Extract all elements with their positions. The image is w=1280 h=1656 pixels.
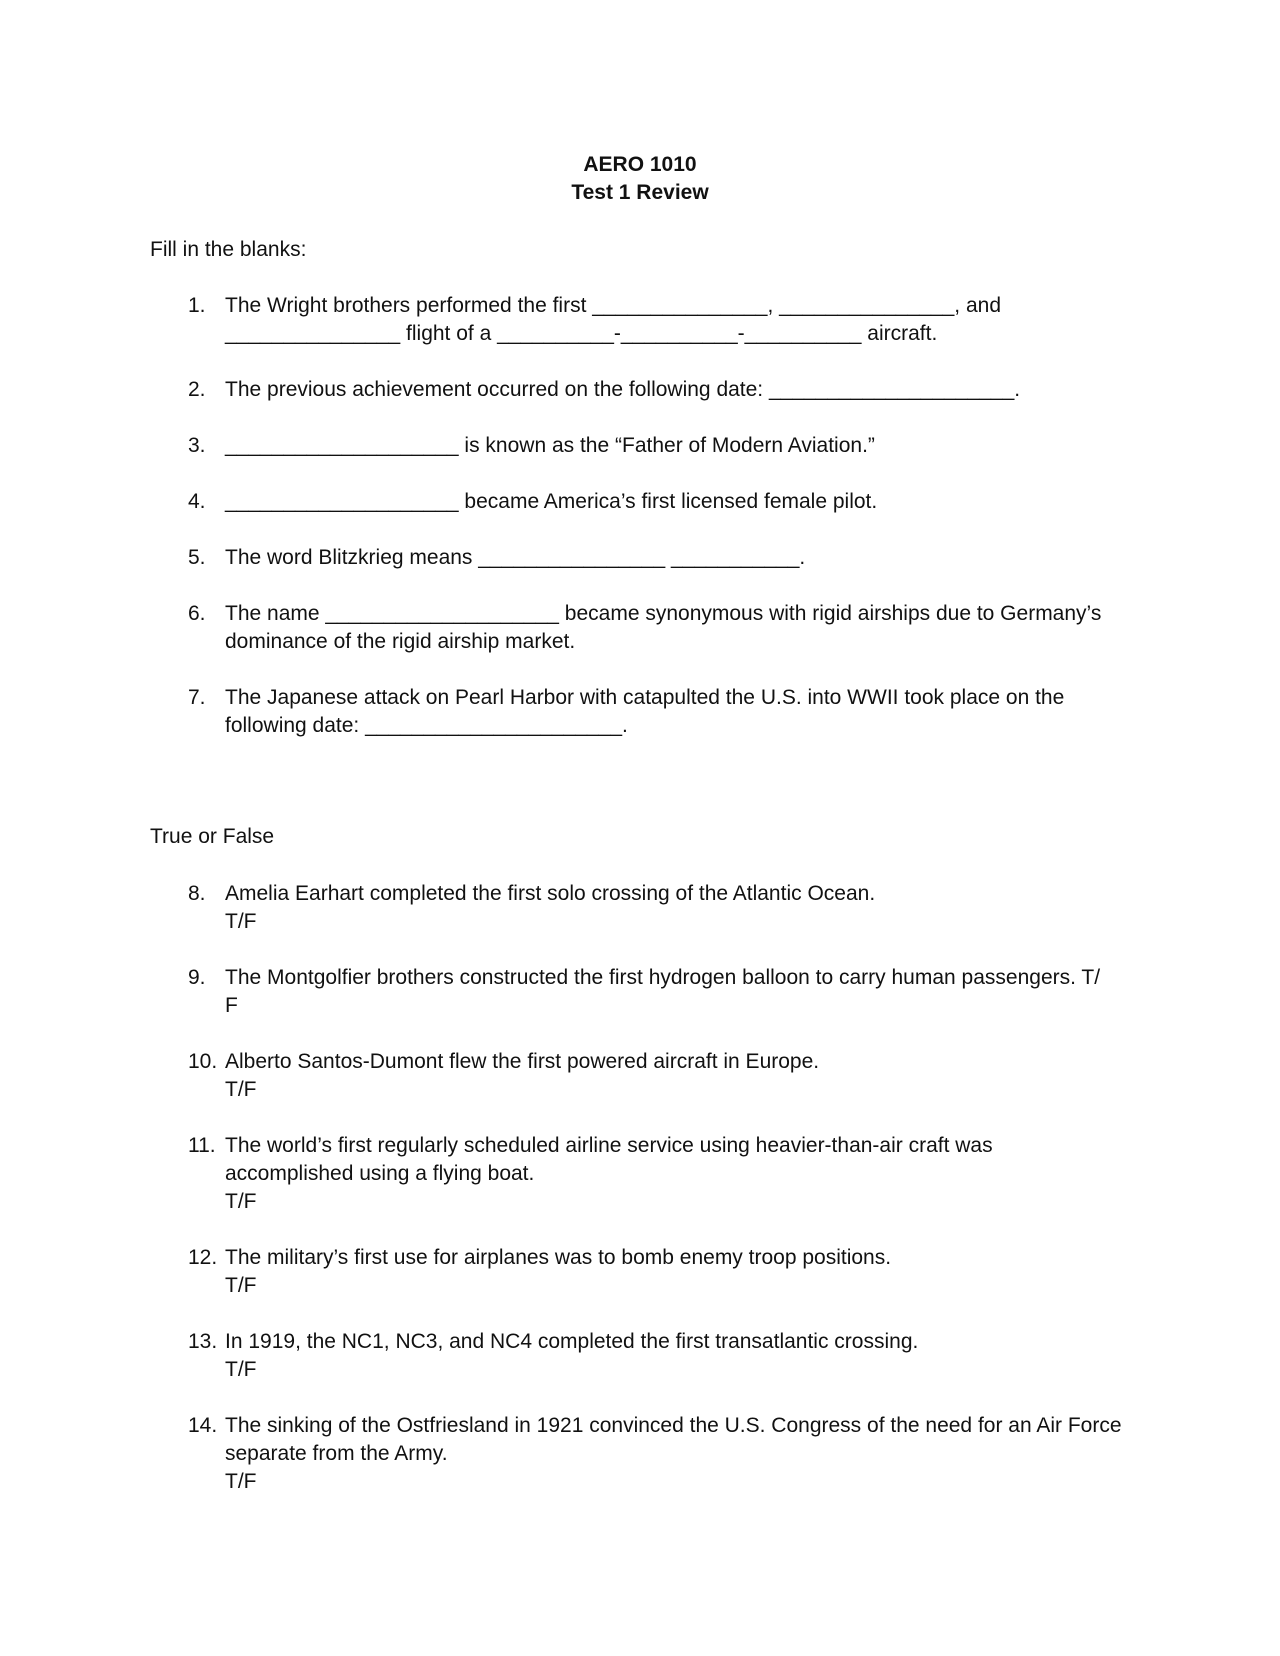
answer-choice: T/F: [225, 1358, 257, 1381]
question-text: Alberto Santos-Dumont flew the first powered aircraft in Europe.: [225, 1050, 820, 1073]
question-text: The military’s first use for airplanes was to bomb enemy troop positions.: [225, 1246, 892, 1269]
question-13: [188, 1328, 1128, 1384]
question-2: [188, 376, 1128, 404]
question-7: [188, 684, 1128, 740]
question-text: The Japanese attack on Pearl Harbor with catapulted the U.S. into WWII took place on the: [225, 686, 1065, 709]
question-number: 9.: [188, 966, 206, 989]
answer-choice: F: [225, 994, 238, 1017]
question-text: accomplished using a flying boat.: [225, 1162, 535, 1185]
question-9: [188, 964, 1128, 1020]
course-title: AERO 1010: [583, 153, 697, 176]
question-number: 1.: [188, 294, 206, 317]
question-text: _______________ flight of a __________-__________-__________ aircraft.: [225, 322, 938, 345]
question-text: ____________________ is known as the “Father of Modern Aviation.”: [225, 434, 875, 457]
question-3: [188, 432, 1128, 460]
question-text: The world’s first regularly scheduled airline service using heavier-than-air craft was: [225, 1134, 993, 1157]
question-text: The Wright brothers performed the first _______________, _______________, and: [225, 294, 1002, 317]
question-text: separate from the Army.: [225, 1442, 448, 1465]
question-1: [188, 292, 1128, 348]
answer-choice: T/F: [225, 910, 257, 933]
answer-choice: T/F: [225, 1274, 257, 1297]
question-text: The sinking of the Ostfriesland in 1921 convinced the U.S. Congress of the need for an Air Force: [225, 1414, 1122, 1437]
question-number: 8.: [188, 882, 206, 905]
question-number: 10.: [188, 1050, 218, 1073]
question-text: Amelia Earhart completed the first solo crossing of the Atlantic Ocean.: [225, 882, 876, 905]
question-text: In 1919, the NC1, NC3, and NC4 completed the first transatlantic crossing.: [225, 1330, 919, 1353]
question-6: [188, 600, 1128, 656]
question-number: 5.: [188, 546, 206, 569]
question-text: The Montgolfier brothers constructed the first hydrogen balloon to carry human passengers. T/: [225, 966, 1101, 989]
question-5: [188, 544, 1128, 572]
document-subtitle: Test 1 Review: [571, 181, 709, 204]
question-12: [188, 1244, 1128, 1300]
question-14: [188, 1412, 1128, 1496]
question-number: 4.: [188, 490, 206, 513]
question-text: The name ____________________ became synonymous with rigid airships due to Germany’s: [225, 602, 1102, 625]
true-false-section-label: True or False: [150, 825, 275, 848]
answer-choice: T/F: [225, 1078, 257, 1101]
question-4: [188, 488, 1128, 516]
question-number: 3.: [188, 434, 206, 457]
question-text: dominance of the rigid airship market.: [225, 630, 576, 653]
question-number: 2.: [188, 378, 206, 401]
fill-in-section-label: Fill in the blanks:: [150, 238, 307, 261]
answer-choice: T/F: [225, 1470, 257, 1493]
question-number: 12.: [188, 1246, 218, 1269]
question-number: 14.: [188, 1414, 218, 1437]
question-text: The previous achievement occurred on the following date: _____________________.: [225, 378, 1021, 401]
question-number: 6.: [188, 602, 206, 625]
answer-choice: T/F: [225, 1190, 257, 1213]
question-text: The word Blitzkrieg means ________________ ___________.: [225, 546, 806, 569]
question-11: [188, 1132, 1128, 1216]
question-text: following date: ______________________.: [225, 714, 628, 737]
question-10: [188, 1048, 1128, 1104]
question-text: ____________________ became America’s first licensed female pilot.: [225, 490, 878, 513]
question-8: [188, 880, 1128, 936]
question-number: 11.: [188, 1134, 216, 1157]
question-number: 13.: [188, 1330, 218, 1353]
question-number: 7.: [188, 686, 206, 709]
